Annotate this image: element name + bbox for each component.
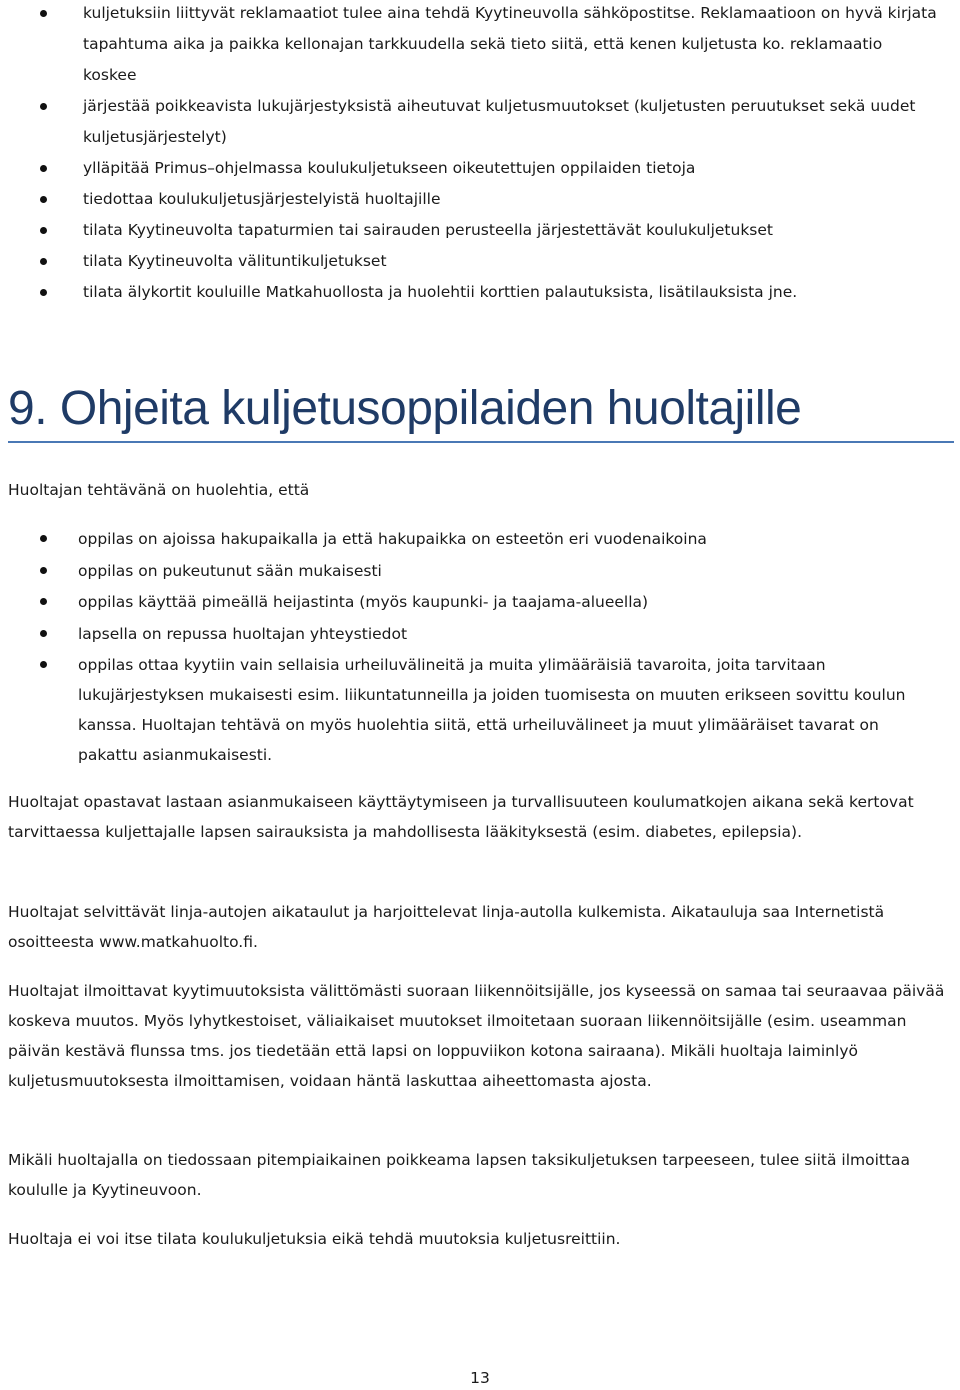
list-item: oppilas on pukeutunut sään mukaisesti (0, 556, 960, 586)
paragraph-timetables: Huoltajat selvittävät linja-autojen aikataulut ja harjoittelevat linja-autolla kulkemista. Aikatauluja saa Internetistä osoitteesta www.matkahuolto.fi. (8, 903, 885, 951)
paragraph-ordering: Huoltaja ei voi itse tilata koulukuljetuksia eikä tehdä muutoksia kuljetusreittiin. (8, 1230, 621, 1248)
list-item: järjestää poikkeavista lukujärjestyksistä aiheutuvat kuljetusmuutokset (kuljetusten peruutukset sekä uudet kuljetusjärjestelyt) (0, 91, 960, 153)
paragraph-changes: Huoltajat ilmoittavat kyytimuutoksista välittömästi suoraan liikennöitsijälle, jos kyseessä on samaa tai seuraavaa päivää koskeva muutos. Myös lyhytkestoiset, väliaikaiset muutokset ilmoitetaan suoraan liikennöitsijälle (esim. useamman päivän kestävä flunssa tms. jos tiedetään että lapsi on loppuviikon kotona sairaana). Mikäli huoltaja laiminlyö kuljetusmuutoksesta ilmoittamisen, voidaan häntä laskuttaa aiheettomasta ajosta. (8, 982, 945, 1090)
paragraph-taxi: Mikäli huoltajalla on tiedossaan pitempiaikainen poikkeama lapsen taksikuljetuksen tarpeeseen, tulee siitä ilmoittaa koululle ja Kyytineuvoon. (8, 1151, 911, 1199)
heading-divider (8, 441, 954, 443)
section-heading: 9. Ohjeita kuljetusoppilaiden huoltajille (8, 382, 802, 435)
page-number: 13 (470, 1369, 490, 1387)
list-item: kuljetuksiin liittyvät reklamaatiot tulee aina tehdä Kyytineuvolla sähköpostitse. Reklamaatioon on hyvä kirjata tapahtuma aika ja paikka kellonajan tarkkuudella sekä tieto siitä, että kenen kuljetusta ko. reklamaatio koskee (0, 0, 960, 91)
responsibilities-list (0, 0, 960, 308)
list-item: tilata älykortit kouluille Matkahuollosta ja huolehtii korttien palautuksista, lisätilauksista jne. (0, 277, 960, 308)
guardian-duties-list (0, 524, 960, 772)
list-item: ylläpitää Primus–ohjelmassa koulukuljetukseen oikeutettujen oppilaiden tietoja (0, 153, 960, 184)
section-intro: Huoltajan tehtävänä on huolehtia, että (8, 481, 310, 499)
list-item: oppilas ottaa kyytiin vain sellaisia urheiluvälineitä ja muita ylimääräisiä tavaroita, joita tarvitaan lukujärjestyksen mukaisesti esim. liikuntatunneilla ja joiden tuomisesta on muuten erikseen sovittu koulun kanssa. Huoltajan tehtävä on myös huolehtia siitä, että urheiluvälineet ja muut ylimääräiset tavarat on pakattu asianmukaisesti. (0, 650, 960, 770)
list-item: lapsella on repussa huoltajan yhteystiedot (0, 619, 960, 649)
list-item: oppilas on ajoissa hakupaikalla ja että hakupaikka on esteetön eri vuodenaikoina (0, 524, 960, 554)
list-item: tiedottaa koulukuljetusjärjestelyistä huoltajille (0, 184, 960, 215)
list-item: oppilas käyttää pimeällä heijastinta (myös kaupunki- ja taajama-alueella) (0, 587, 960, 617)
paragraph-behaviour: Huoltajat opastavat lastaan asianmukaiseen käyttäytymiseen ja turvallisuuteen koulumatkojen aikana sekä kertovat tarvittaessa kuljettajalle lapsen sairauksista ja mahdollisesta lääkityksestä (esim. diabetes, epilepsia). (8, 793, 914, 841)
list-item: tilata Kyytineuvolta välituntikuljetukset (0, 246, 960, 277)
list-item: tilata Kyytineuvolta tapaturmien tai sairauden perusteella järjestettävät koulukuljetukset (0, 215, 960, 246)
